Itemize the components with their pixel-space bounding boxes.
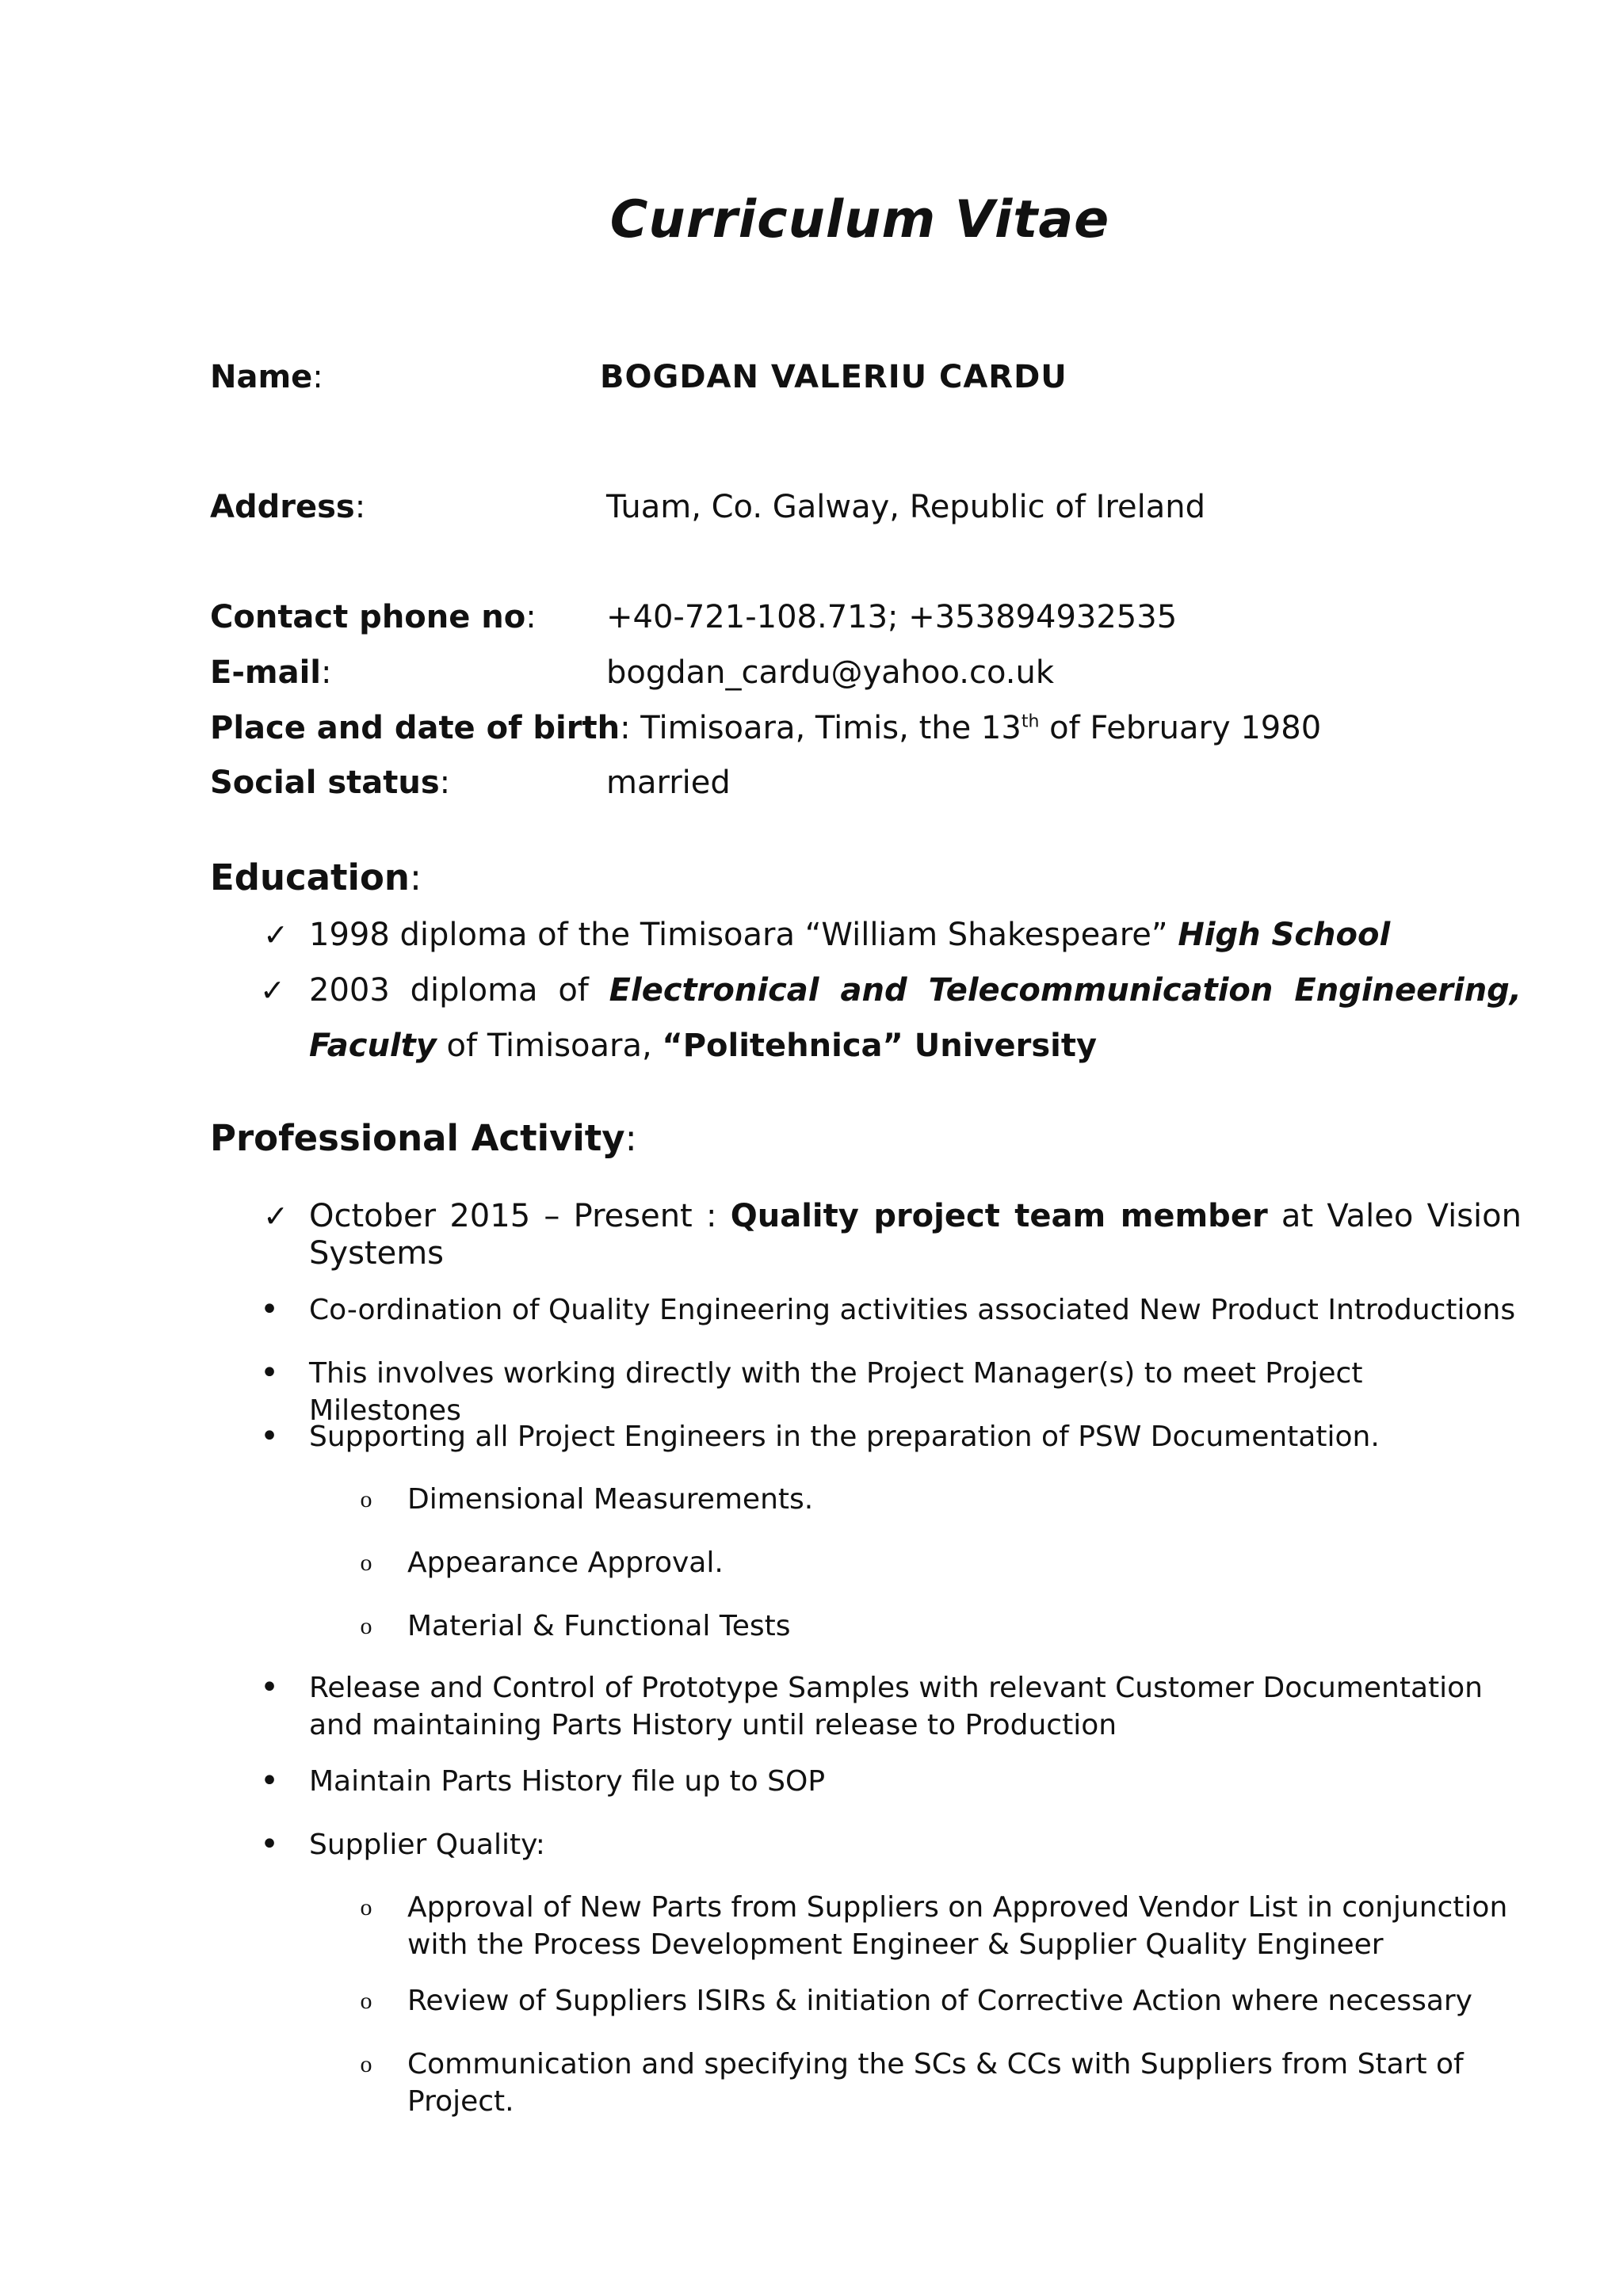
bullet-icon: • xyxy=(260,1826,279,1863)
list-item: • Co-ordination of Quality Engineering activities associated New Product Introductions xyxy=(309,1291,1522,1329)
sub-list-item: o Approval of New Parts from Suppliers on Approved Vendor List in conjunction with the Process Development Engineer & Supplier Quality Engineer xyxy=(407,1889,1525,1963)
sub-list-item: o Communication and specifying the SCs & CCs with Suppliers from Start of Project. xyxy=(407,2046,1525,2120)
education-item: ✓ 2003 diploma of Electronical and Telecommunication Engineering, xyxy=(309,963,1522,1018)
list-item: • This involves working directly with the Project Manager(s) to meet Project Milestones xyxy=(309,1355,1522,1429)
list-item: • Supplier Quality: xyxy=(309,1826,1522,1863)
job-entry: ✓ October 2015 – Present : Quality project team member at Valeo Vision Systems xyxy=(309,1198,1522,1272)
name-row: Name: BOGDAN VALERIU CARDU xyxy=(210,353,1520,401)
email-label: E-mail xyxy=(210,654,322,691)
address-row: Address: Tuam, Co. Galway, Republic of Ireland xyxy=(210,483,1520,531)
birth-label: Place and date of birth xyxy=(210,710,621,746)
sub-list-item: o Appearance Approval. xyxy=(407,1544,1525,1581)
status-label: Social status xyxy=(210,765,440,801)
list-item: • Supporting all Project Engineers in the preparation of PSW Documentation. xyxy=(309,1418,1522,1455)
address-label: Address xyxy=(210,489,355,525)
phone-value: +40-721-108.713; +353894932535 xyxy=(606,599,1178,635)
sub-list-item: o Dimensional Measurements. xyxy=(407,1481,1525,1518)
circle-bullet-icon: o xyxy=(360,1894,372,1920)
circle-bullet-icon: o xyxy=(360,1550,372,1576)
checkmark-icon: ✓ xyxy=(263,917,288,952)
status-value: married xyxy=(606,765,731,801)
professional-heading: Professional Activity: xyxy=(210,1117,637,1159)
bullet-icon: • xyxy=(260,1763,279,1799)
education-item-continuation: Faculty of Timisoara, “Politehnica” University xyxy=(309,1028,1098,1064)
list-item: • Release and Control of Prototype Samples with relevant Customer Documentation and maintaining Parts History until release to Production xyxy=(309,1669,1522,1744)
bullet-icon: • xyxy=(260,1355,279,1391)
list-item: • Maintain Parts History file up to SOP xyxy=(309,1763,1522,1800)
checkmark-icon: ✓ xyxy=(263,1199,288,1234)
sub-list-item: o Material & Functional Tests xyxy=(407,1608,1525,1645)
email-row: E-mail: bogdan_cardu@yahoo.co.uk xyxy=(210,649,1520,696)
phone-row: Contact phone no: +40-721-108.713; +353894932535 xyxy=(210,593,1520,641)
bullet-icon: • xyxy=(260,1669,279,1706)
phone-label: Contact phone no xyxy=(210,599,526,635)
circle-bullet-icon: o xyxy=(360,2051,372,2077)
education-heading: Education: xyxy=(210,856,422,898)
circle-bullet-icon: o xyxy=(360,1486,372,1512)
bullet-icon: • xyxy=(260,1291,279,1328)
page-title: Curriculum Vitae xyxy=(609,190,1110,250)
circle-bullet-icon: o xyxy=(360,1613,372,1639)
name-label: Name xyxy=(210,359,313,395)
sub-list-item: o Review of Suppliers ISIRs & initiation of Corrective Action where necessary xyxy=(407,1982,1525,2019)
checkmark-icon: ✓ xyxy=(260,973,285,1008)
birth-value: Timisoara, Timis, the 13th of February 1980 xyxy=(640,710,1322,746)
email-value: bogdan_cardu@yahoo.co.uk xyxy=(606,654,1054,691)
bullet-icon: • xyxy=(260,1418,279,1455)
address-value: Tuam, Co. Galway, Republic of Ireland xyxy=(606,489,1205,525)
education-item: ✓ 1998 diploma of the Timisoara “William Shakespeare” High School xyxy=(309,907,1522,963)
status-row: Social status: married xyxy=(210,759,1520,807)
name-value: BOGDAN VALERIU CARDU xyxy=(600,359,1067,395)
birth-row: Place and date of birth: Timisoara, Timis, the 13th of February 1980 xyxy=(210,710,1322,746)
circle-bullet-icon: o xyxy=(360,1988,372,2014)
